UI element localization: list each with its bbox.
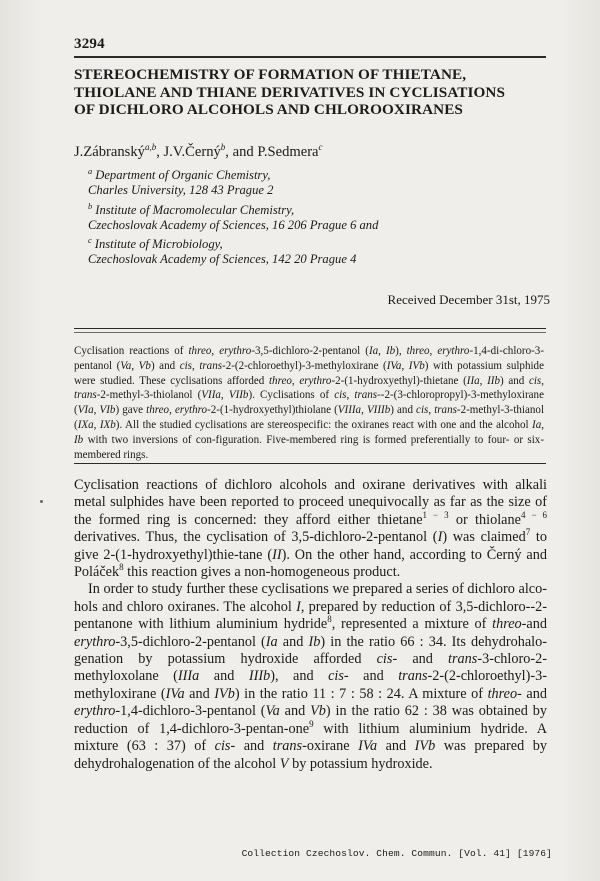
author-affiliation-mark: b: [220, 142, 226, 152]
article-body: [74, 477, 547, 773]
abstract-top-rule-thin: [74, 332, 546, 333]
title-line: THIOLANE AND THIANE DERIVATIVES IN CYCLISATIONS: [74, 83, 506, 101]
abstract: Cyclisation reactions of threo, erythro-3,5-dichloro-2-pentanol (Ia, Ib), threo, erythro-1,4-di-chloro-3-pentanol (Va, Vb) and cis, trans-2-(2-chloroethyl)-3-methyloxirane (IVa, IVb) with potassium sulphide were studied. These cyclisations afforded threo, erythro-2-(1-hydroxyethyl)-thietane (IIa, IIb) and cis, trans-2-methyl-3-thiolanol (VIIa, VIIb). Cyclisations of cis, trans--2-(3-chloropropyl)-3-methyloxirane (VIa, VIb) gave threo, erythro-2-(1-hydroxyethyl)thiolane (VIIIa, VIIIb) and cis, trans-2-methyl-3-thianol (IXa, IXb). All the studied cyclisations are stereospecific: the oxiranes react with one and the alcohol Ia, Ib with two inversions of con-figuration. Five-membered ring is formed preferentially to four- or six-membered rings.: [74, 345, 545, 461]
author-name: P.Sedmera: [257, 144, 319, 160]
author-name: J.V.Černý: [163, 144, 221, 160]
affiliation-line: [88, 199, 508, 218]
affiliation-line: [88, 164, 508, 183]
body-paragraph: Cyclisation reactions of dichloro alcohols and oxirane derivatives with alkali metal sulphides have been reported to proceed unequivocally as far as the size of the formed ring is concerned: they afford either thietane$^{1 - 3}$ or thiolane$^{4 - 6}$ derivatives. Thus, the cyclisation of 3,5-dichloro-2-pentanol (I) was claimed$^7$ to give 2-(1-hydroxyethyl)thie-tane (II). On the other hand, according to Černý and Poláček$^8$ this reaction gives a non-homogeneous product.: [74, 477, 547, 581]
affiliation-text: Institute of Microbiology,: [94, 237, 223, 252]
author-list: [74, 142, 323, 161]
affiliation-line: Charles University, 128 43 Prague 2: [88, 183, 274, 198]
abstract-top-rule: [74, 328, 546, 329]
page-number: 3294: [74, 36, 105, 52]
journal-footer: Collection Czechoslov. Chem. Commun. [Vol. 41] [1976]: [241, 848, 552, 859]
title-line: STEREOCHEMISTRY OF FORMATION OF THIETANE,: [74, 66, 467, 83]
scan-speck: [40, 500, 43, 503]
body-paragraph: In order to study further these cyclisations we prepared a series of dichloro alco-hols and chloro oxiranes. The alcohol I, prepared by reduction of 3,5-dichloro--2-pentanone with lithium aluminium hydride$^8$, represented a mixture of threo-and erythro-3,5-dichloro-2-pentanol (Ia and Ib) in the ratio 66 : 34. Its dehydrohalo-genation by potassium hydroxide afforded cis- and trans-3-chloro-2-methyloxolane (IIIa and IIIb), and cis- and trans-2-(2-chloroethyl)-3-methyloxirane (IVa and IVb) in the ratio 11 : 7 : 58 : 24. A mixture of threo- and erythro-1,4-dichloro-3-pentanol (Va and Vb) in the ratio 62 : 38 was obtained by reduction of 1,4-dichloro-3-pentan-one$^9$ with lithium aluminium hydride. A mixture (63 : 37) of cis- and trans-oxirane IVa and IVb was prepared by dehydrohalogenation of the alcohol V by potassium hydroxide.: [74, 581, 547, 772]
author-separator: ,: [156, 144, 164, 160]
header-rule: [74, 56, 546, 58]
affiliation-mark: c: [88, 235, 92, 246]
affiliation-line: Czechoslovak Academy of Sciences, 142 20 Prague 4: [88, 252, 357, 267]
affiliation-line: Czechoslovak Academy of Sciences, 16 206 Prague 6 and: [88, 217, 379, 232]
affiliations: [88, 164, 508, 268]
author-separator: , and: [225, 144, 258, 160]
abstract-bottom-rule: [74, 463, 546, 464]
article-title: [74, 66, 544, 119]
author-name: J.Zábranský: [74, 144, 145, 160]
affiliation-text: Department of Organic Chemistry,: [95, 168, 271, 182]
affiliation-text: Institute of Macromolecular Chemistry,: [95, 202, 295, 217]
author-affiliation-mark: a,b: [144, 142, 157, 152]
received-date: Received December 31st, 1975: [387, 292, 550, 307]
affiliation-mark: a: [88, 166, 93, 176]
title-line: OF DICHLORO ALCOHOLS AND CHLOROOXIRANES: [74, 101, 463, 118]
affiliation-line: [88, 233, 508, 252]
affiliation-mark: b: [88, 200, 93, 211]
author-affiliation-mark: c: [318, 142, 323, 152]
